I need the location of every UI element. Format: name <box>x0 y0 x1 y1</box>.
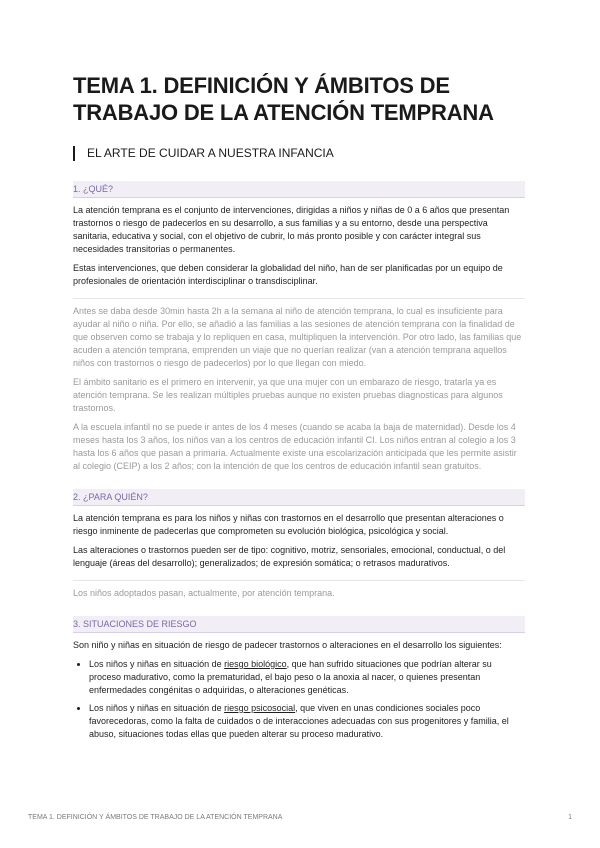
section-heading-para-quien: 2. ¿PARA QUIÉN? <box>73 489 525 506</box>
paragraph: Las alteraciones o trastornos pueden ser de tipo: cognitivo, motriz, sensoriales, emocional, conductual, o del lenguaje (áreas del desarrollo); generalizados; de expresión somática; o retrasos madurativos. <box>73 545 506 568</box>
section-heading-que: 1. ¿QUÉ? <box>73 181 525 198</box>
paragraph: La atención temprana es para los niños y niñas con trastornos en el desarrollo que presentan alteraciones o riesgo inminente de padecerlas que comprometen su evolución biológica, psicológica y social. <box>73 513 504 536</box>
note-paragraph: Antes se daba desde 30min hasta 2h a la semana al niño de atención temprana, lo cual es insuficiente para ayudar al niño o niña. Por ello, se añadió a las familias a las sesiones de atención temprana con la finalidad de que observen como se trabaja y lo repliquen en casa, multipliquen la intervención. Por otro lado, las familias que acuden a atención temprana, emprenden un viaje que no querían realizar (van a atención temprana aquellos niños con trastornos o riesgo de padecerlos) por lo que llegan con miedo. <box>73 306 522 368</box>
section-heading-situaciones-riesgo: 3. SITUACIONES DE RIESGO <box>73 616 525 633</box>
list-item <box>89 658 525 697</box>
paragraph: Son niño y niñas en situación de riesgo de padecer trastornos o alteraciones en el desarrollo los siguientes: <box>73 640 502 650</box>
note-paragraph: Los niños adoptados pasan, actualmente, por atención temprana. <box>73 588 335 598</box>
list-item <box>89 702 525 741</box>
footer-running-title: TEMA 1. DEFINICIÓN Y ÁMBITOS DE TRABAJO DE LA ATENCIÓN TEMPRANA <box>28 814 283 821</box>
risk-list <box>73 658 525 741</box>
note-paragraph: El ámbito sanitario es el primero en intervenir, ya que una mujer con un embarazo de riesgo, tratarla ya es atención temprana. Se les realizan múltiples pruebas aunque no existen pruebas diagnosticas para algunos trastornos. <box>73 377 503 413</box>
paragraph: La atención temprana es el conjunto de intervenciones, dirigidas a niños y niñas de 0 a 6 años que presentan trastornos o riesgo de padecerlos en su desarrollo, a sus familias y a su entorno, desde una perspectiva sanitaria, educativa y social, con el objetivo de cubrir, lo más pronto posible y con carácter integral sus necesidades transitorias o permanentes. <box>73 205 510 254</box>
list-item-text: , que han sufrido situaciones que podrían alterar su proceso madurativo, como la prematuridad, el bajo peso o la anoxia al nacer, o quienes presentan enfermedades congénitas o adquiridas, o alteraciones genéticas. <box>89 659 492 695</box>
underlined-term: riesgo biológico <box>224 659 287 669</box>
note-paragraph: A la escuela infantil no se puede ir antes de los 4 meses (cuando se acaba la baja de maternidad). Desde los 4 meses hasta los 3 años, los niños van a los centros de educación infantil CI. Los niños entran al colegio a los 3 hasta los 6 años que pasan a primaria. Actualmente existe una escolarización anticipada que les permite asistir al colegio (CEIP) a los 2 años; con la intención de que los centros de educación infantil sean gratuitos. <box>73 422 517 471</box>
list-item-text: Los niños y niñas en situación de <box>89 659 225 669</box>
underlined-term: riesgo psicosocial <box>224 703 296 713</box>
notes-block <box>73 580 525 600</box>
document-subtitle: EL ARTE DE CUIDAR A NUESTRA INFANCIA <box>73 146 525 161</box>
list-item-text: , que viven en unas condiciones sociales poco favorecedoras, como la falta de cuidados o de interacciones adecuadas con sus progenitores y familia, el abuso, situaciones todas ellas que pueden alterar su proceso madurativo. <box>89 703 509 739</box>
page-content <box>73 72 525 741</box>
list-item-text: Los niños y niñas en situación de <box>89 703 225 713</box>
page-footer <box>28 814 572 821</box>
footer-page-number: 1 <box>568 814 572 821</box>
document-title: TEMA 1. DEFINICIÓN Y ÁMBITOS DE TRABAJO DE LA ATENCIÓN TEMPRANA <box>73 73 494 125</box>
notes-block <box>73 298 525 473</box>
paragraph: Estas intervenciones, que deben considerar la globalidad del niño, han de ser planificadas por un equipo de profesionales de orientación interdisciplinar o transdisciplinar. <box>73 263 503 286</box>
